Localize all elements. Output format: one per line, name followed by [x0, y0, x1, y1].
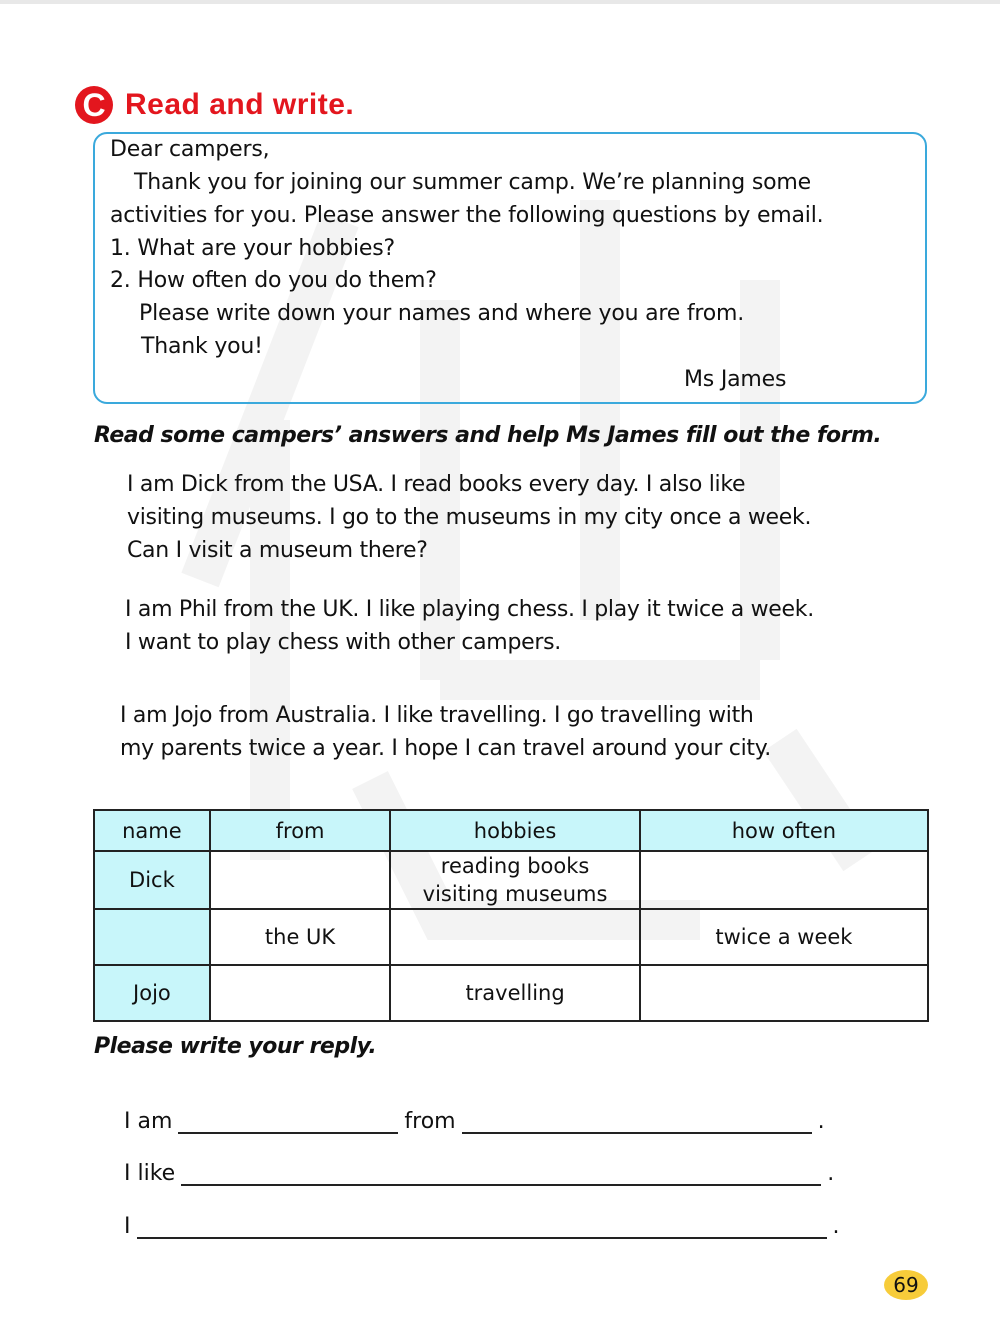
- page-top-edge: [0, 0, 1000, 4]
- answer-dick-line: visiting museums. I go to the museums in my city once a week.: [127, 505, 812, 530]
- hobby-blank[interactable]: [181, 1160, 821, 1186]
- answer-phil-line: I want to play chess with other campers.: [125, 630, 561, 655]
- cell-hobbies-blank[interactable]: [390, 909, 639, 965]
- reply-prefix: I: [124, 1214, 131, 1239]
- reply-prefix: I like: [124, 1161, 176, 1186]
- section-heading: [75, 86, 354, 124]
- header-how-often: how often: [640, 810, 928, 851]
- table-row: [94, 851, 928, 909]
- cell-how-often: twice a week: [640, 909, 928, 965]
- instruction-fill-form: Read some campers’ answers and help Ms James fill out the form.: [94, 423, 882, 448]
- table-row: [94, 965, 928, 1021]
- reply-line-2: [124, 1160, 834, 1186]
- camper-form-table: [93, 809, 929, 1022]
- letter-line: Thank you for joining our summer camp. We’re planning some: [134, 170, 811, 195]
- letter-signature: Ms James: [684, 367, 787, 392]
- reply-line-1: [124, 1108, 825, 1134]
- answer-jojo-line: my parents twice a year. I hope I can travel around your city.: [120, 736, 771, 761]
- period: .: [832, 1214, 840, 1239]
- reply-middle: from: [404, 1109, 456, 1134]
- answer-jojo-line: I am Jojo from Australia. I like travelling. I go travelling with: [120, 703, 754, 728]
- cell-from-blank[interactable]: [210, 851, 391, 909]
- table-row: [94, 909, 928, 965]
- page-number: 69: [884, 1270, 928, 1300]
- cell-from: the UK: [210, 909, 391, 965]
- cell-hobbies: [390, 965, 639, 1021]
- reply-line-3: [124, 1213, 840, 1239]
- answer-phil-line: I am Phil from the UK. I like playing chess. I play it twice a week.: [125, 597, 814, 622]
- section-title: Read and write.: [125, 88, 355, 121]
- header-name: name: [94, 810, 210, 851]
- answer-dick-line: Can I visit a museum there?: [127, 538, 428, 563]
- cell-how-often-blank[interactable]: [640, 851, 928, 909]
- hobby-item: visiting museums: [422, 882, 608, 906]
- period: .: [817, 1109, 825, 1134]
- cell-name-blank[interactable]: [94, 909, 210, 965]
- letter-question: 1. What are your hobbies?: [110, 236, 395, 261]
- answer-dick-line: I am Dick from the USA. I read books every day. I also like: [127, 472, 746, 497]
- table-header-row: [94, 810, 928, 851]
- instruction-write-reply: Please write your reply.: [94, 1034, 377, 1059]
- name-blank[interactable]: [178, 1108, 398, 1134]
- letter-line: activities for you. Please answer the following questions by email.: [110, 203, 824, 228]
- period: .: [827, 1161, 835, 1186]
- cell-from-blank[interactable]: [210, 965, 391, 1021]
- letter-greeting: Dear campers,: [110, 137, 270, 162]
- section-badge: C: [75, 86, 113, 124]
- cell-how-often-blank[interactable]: [640, 965, 928, 1021]
- letter-line: Thank you!: [141, 334, 263, 359]
- hobby-item: reading books: [440, 854, 590, 878]
- letter-line: Please write down your names and where you are from.: [139, 301, 745, 326]
- cell-name: Dick: [94, 851, 210, 909]
- header-from: from: [210, 810, 391, 851]
- letter-question: 2. How often do you do them?: [110, 268, 437, 293]
- cell-name: Jojo: [94, 965, 210, 1021]
- frequency-blank[interactable]: [137, 1213, 827, 1239]
- cell-hobbies: [390, 851, 639, 909]
- hobby-item: travelling: [465, 981, 565, 1005]
- country-blank[interactable]: [462, 1108, 812, 1134]
- header-hobbies: hobbies: [390, 810, 639, 851]
- reply-prefix: I am: [124, 1109, 173, 1134]
